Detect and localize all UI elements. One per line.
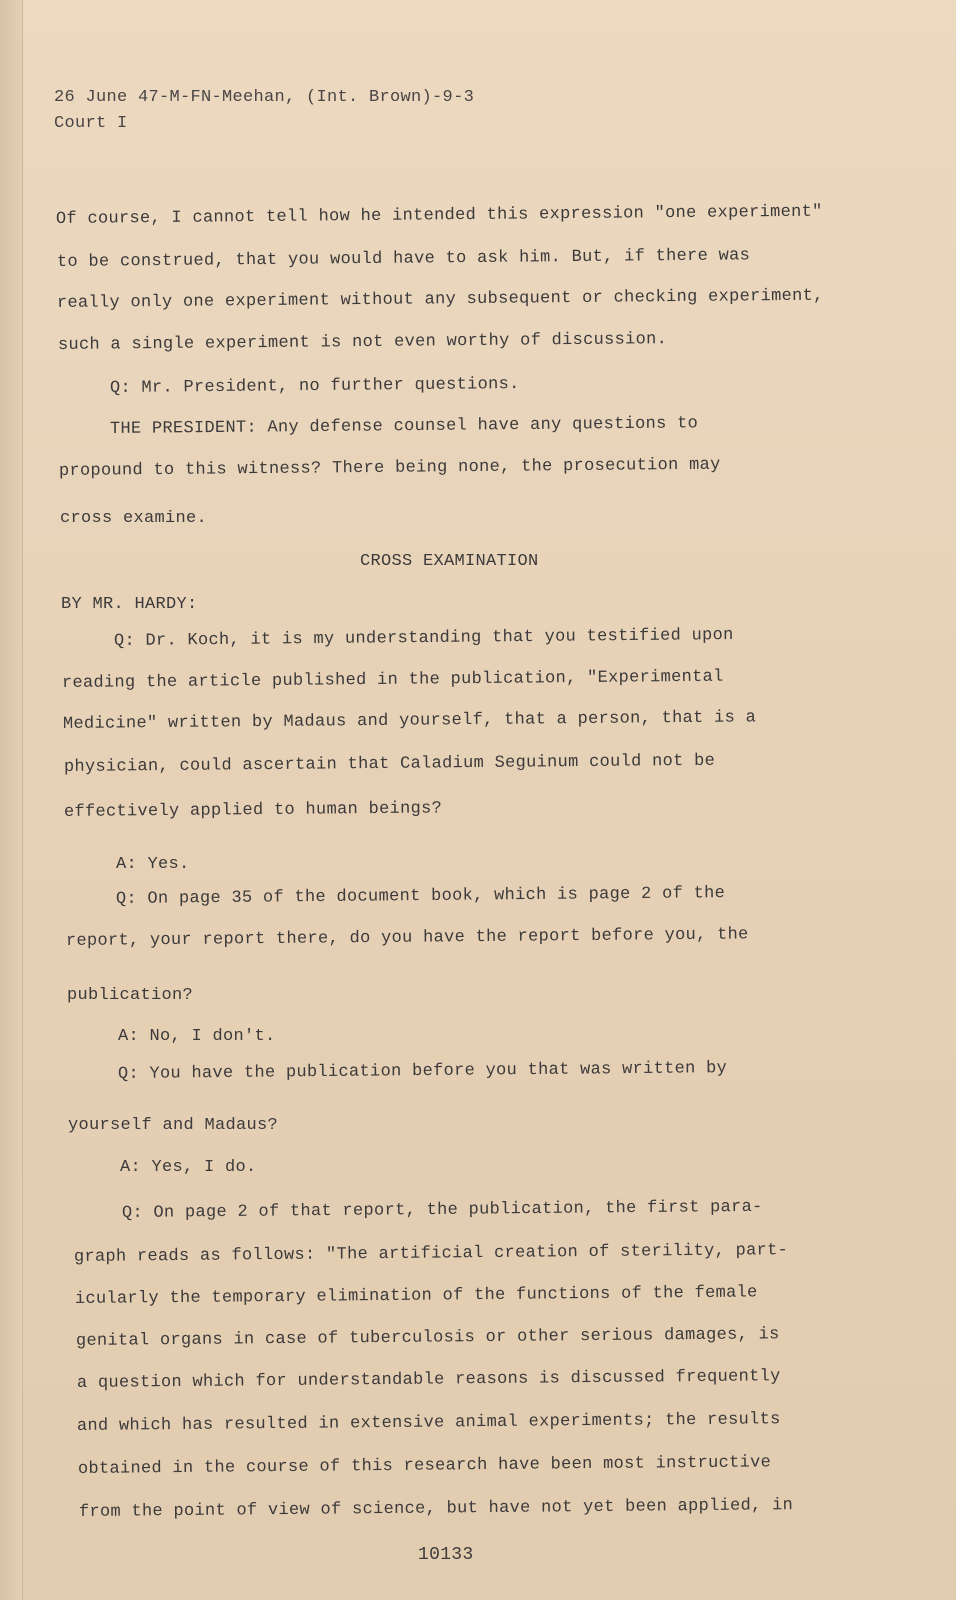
body-line: yourself and Madaus? [68,1116,279,1135]
body-line: genital organs in case of tuberculosis or other serious damages, is [75,1325,780,1351]
page-number: 10133 [418,1545,474,1565]
header-line-2: Court I [54,114,128,133]
body-line: really only one experiment without any subsequent or checking experiment, [56,286,824,313]
body-line: such a single experiment is not even worthy of discussion. [57,330,668,355]
body-line: Medicine" written by Madaus and yourself, that a person, that is a [62,708,757,734]
header-line-1: 26 June 47-M-FN-Meehan, (Int. Brown)-9-3 [54,88,475,107]
body-line: and which has resulted in extensive animal experiments; the results [76,1410,781,1436]
body-line: Of course, I cannot tell how he intended this expression "one experiment" [55,202,823,229]
body-line: to be construed, that you would have to ask him. But, if there was [56,246,751,272]
body-line: graph reads as follows: "The artificial creation of sterility, part- [73,1241,789,1267]
body-line: from the point of view of science, but have not yet been applied, in [78,1496,794,1522]
body-line: Q: On page 2 of that report, the publication, the first para- [121,1197,763,1223]
body-line: A: Yes. [116,855,190,874]
body-line: reading the article published in the publication, "Experimental [61,667,724,693]
body-line: report, your report there, do you have the report before you, the [65,925,749,951]
body-line: Q: On page 35 of the document book, which is page 2 of the [115,884,726,909]
body-line: Q: You have the publication before you that was written by [117,1059,728,1084]
body-line: THE PRESIDENT: Any defense counsel have any questions to [109,414,699,439]
body-line: A: No, I don't. [118,1027,276,1046]
body-line: icularly the temporary elimination of the functions of the female [74,1283,758,1309]
body-line: A: Yes, I do. [120,1158,257,1177]
body-line: Q: Mr. President, no further questions. [109,375,520,398]
body-line: propound to this witness? There being none, the prosecution may [58,455,721,481]
examiner-label: BY MR. HARDY: [61,595,198,614]
body-line: publication? [67,986,194,1005]
body-line: obtained in the course of this research have been most instructive [77,1453,772,1479]
body-line: cross examine. [60,509,208,528]
body-line: effectively applied to human beings? [63,799,443,822]
body-line: physician, could ascertain that Caladium Seguinum could not be [63,751,716,777]
body-line: a question which for understandable reasons is discussed frequently [76,1367,781,1393]
body-line: Q: Dr. Koch, it is my understanding that you testified upon [113,626,734,651]
section-heading: CROSS EXAMINATION [360,552,539,571]
paper-left-edge [0,0,23,1600]
